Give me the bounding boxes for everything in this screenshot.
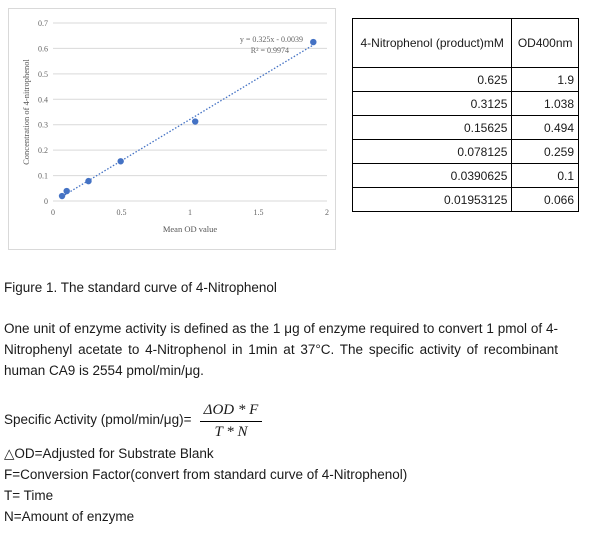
definition-conversion-factor: F=Conversion Factor(convert from standard curve of 4-Nitrophenol)	[4, 467, 408, 482]
definition-time: T= Time	[4, 488, 54, 503]
y-tick-label: 0.1	[38, 171, 48, 181]
cell-concentration: 0.15625	[353, 116, 512, 140]
y-tick-label: 0.5	[38, 69, 48, 79]
figure-caption: Figure 1. The standard curve of 4-Nitrophenol	[4, 280, 277, 295]
cell-concentration: 0.01953125	[353, 188, 512, 212]
data-point	[117, 158, 123, 164]
cell-concentration: 0.0390625	[353, 164, 512, 188]
activity-definition-paragraph: One unit of enzyme activity is defined as the 1 μg of enzyme required to convert 1 pmol of 4-Nitrophenyl acetate to 4-Nitrophenol in 1min at 37°C. The specific activity of recombinant human CA9 is 2554 pmol/min/μg.	[4, 321, 558, 378]
definition-amount-of-enzyme: N=Amount of enzyme	[4, 509, 135, 524]
data-point	[59, 193, 65, 199]
chart-svg	[9, 9, 335, 249]
cell-od: 0.1	[512, 164, 579, 188]
y-tick-label: 0.4	[38, 95, 48, 105]
data-point	[192, 118, 198, 124]
x-tick-label: 1	[188, 208, 192, 217]
x-tick-label: 0.5	[116, 208, 127, 217]
formula-label: Specific Activity (pmol/min/μg)=	[4, 412, 192, 427]
table-row	[353, 68, 579, 92]
cell-concentration: 0.625	[353, 68, 512, 92]
formula-denominator: T * N	[214, 424, 248, 440]
column-header-od400: OD400nm	[512, 19, 579, 68]
x-tick-label: 1.5	[253, 208, 264, 217]
trendline	[62, 45, 313, 197]
cell-od: 1.038	[512, 92, 579, 116]
x-tick-label: 2	[325, 208, 329, 217]
cell-concentration: 0.078125	[353, 140, 512, 164]
data-point	[85, 178, 91, 184]
y-tick-label: 0	[44, 197, 48, 206]
cell-od: 0.259	[512, 140, 579, 164]
table-row	[353, 164, 579, 188]
y-tick-label: 0.7	[38, 19, 48, 28]
y-tick-label: 0.6	[38, 44, 48, 54]
table-row	[353, 140, 579, 164]
definition-delta-od: △OD=Adjusted for Substrate Blank	[4, 446, 214, 461]
table-row	[353, 188, 579, 212]
x-axis-title: Mean OD value	[162, 224, 218, 234]
table-row	[353, 92, 579, 116]
y-axis-title: Concentration of 4-nitrophenol	[21, 59, 31, 165]
x-tick-label: 0	[51, 208, 55, 217]
cell-od: 0.066	[512, 188, 579, 212]
formula-fraction	[200, 400, 262, 442]
standard-curve-chart	[8, 8, 336, 250]
standard-data-table	[352, 18, 579, 212]
formula-numerator: ΔOD * F	[200, 400, 262, 422]
y-tick-label: 0.2	[38, 146, 48, 156]
trendline-equation: y = 0.325x - 0.0039	[239, 35, 303, 44]
y-tick-label: 0.3	[38, 120, 48, 130]
data-point	[310, 39, 316, 45]
table-header-row	[353, 19, 579, 68]
cell-concentration: 0.3125	[353, 92, 512, 116]
table-row	[353, 116, 579, 140]
r-squared-label: R² = 0.9974	[250, 46, 289, 55]
cell-od: 0.494	[512, 116, 579, 140]
cell-od: 1.9	[512, 68, 579, 92]
column-header-nitrophenol: 4-Nitrophenol (product)mM	[353, 19, 512, 68]
data-point	[64, 188, 70, 194]
